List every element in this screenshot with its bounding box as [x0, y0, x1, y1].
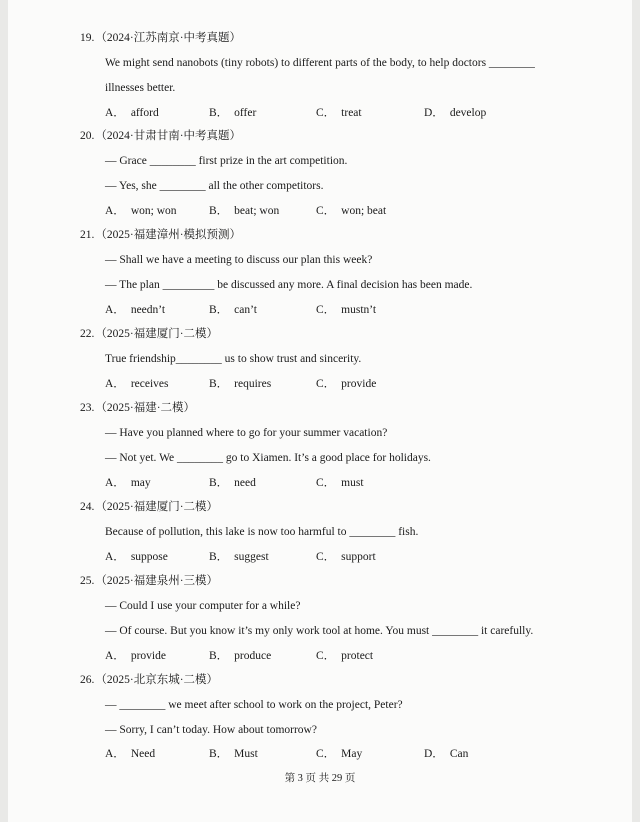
question-text: — The plan _________ be discussed any more. A final decision has been made. — [105, 279, 473, 291]
option-d: D． develop — [424, 107, 487, 119]
question-text: True friendship________ us to show trust and sincerity. — [105, 353, 362, 365]
question-number: 21. — [80, 229, 95, 241]
question-text: illnesses better. — [105, 82, 176, 94]
option-b: B． offer — [209, 107, 257, 119]
question-number: 25. — [80, 575, 95, 587]
option-b: B． produce — [209, 650, 272, 662]
option-a: A． Need — [105, 748, 156, 760]
question-header — [80, 129, 241, 143]
option-a: A． needn’t — [105, 304, 166, 316]
option-b: B． need — [209, 477, 256, 489]
option-b: B． suggest — [209, 551, 269, 563]
option-c: C． must — [316, 477, 364, 489]
question-number: 23. — [80, 402, 95, 414]
option-a: A． won; won — [105, 205, 177, 217]
question-text: — Yes, she ________ all the other competitors. — [105, 180, 324, 192]
option-c: C． mustn’t — [316, 304, 377, 316]
question-number: 24. — [80, 501, 95, 513]
question-text: — Grace ________ first prize in the art competition. — [105, 155, 348, 167]
option-a: A． provide — [105, 650, 166, 662]
question-number: 22. — [80, 328, 95, 340]
question-header — [80, 228, 241, 242]
option-a: A． afford — [105, 107, 159, 119]
question-source: （2024·江苏南京·中考真题） — [95, 32, 242, 44]
question-text: — ________ we meet after school to work on the project, Peter? — [105, 699, 403, 711]
page-footer: 第 3 页 共 29 页 — [284, 773, 356, 784]
question-number: 20. — [80, 130, 95, 142]
option-b: B． beat; won — [209, 205, 280, 217]
question-source: （2025·福建厦门·二模） — [95, 328, 219, 340]
question-number: 19. — [80, 32, 95, 44]
question-source: （2025·福建·二模） — [95, 402, 196, 414]
question-text: — Have you planned where to go for your summer vacation? — [105, 427, 388, 439]
question-text: Because of pollution, this lake is now too harmful to ________ fish. — [105, 526, 419, 538]
document-page — [8, 0, 632, 822]
option-b: B． Must — [209, 748, 258, 760]
option-c: C． May — [316, 748, 363, 760]
option-c: C． won; beat — [316, 205, 387, 217]
question-header — [80, 31, 241, 45]
question-text: We might send nanobots (tiny robots) to different parts of the body, to help doctors ________ — [105, 57, 535, 69]
question-header — [80, 327, 218, 341]
question-source: （2025·福建厦门·二模） — [95, 501, 219, 513]
option-a: A． receives — [105, 378, 169, 390]
question-text: — Could I use your computer for a while? — [105, 600, 301, 612]
option-a: A． may — [105, 477, 151, 489]
question-source: （2025·福建泉州·三模） — [95, 575, 219, 587]
option-c: C． treat — [316, 107, 362, 119]
option-b: B． can’t — [209, 304, 257, 316]
question-text: — Sorry, I can’t today. How about tomorrow? — [105, 724, 317, 736]
question-header — [80, 401, 195, 415]
question-header — [80, 673, 218, 687]
question-text: — Not yet. We ________ go to Xiamen. It’s a good place for holidays. — [105, 452, 431, 464]
question-source: （2024·甘肃甘南·中考真题） — [95, 130, 242, 142]
question-text: — Shall we have a meeting to discuss our plan this week? — [105, 254, 373, 266]
option-d: D． Can — [424, 748, 469, 760]
option-a: A． suppose — [105, 551, 168, 563]
option-b: B． requires — [209, 378, 272, 390]
question-header — [80, 500, 218, 514]
question-source: （2025·福建漳州·模拟预测） — [95, 229, 242, 241]
question-header — [80, 574, 218, 588]
question-number: 26. — [80, 674, 95, 686]
option-c: C． provide — [316, 378, 377, 390]
question-source: （2025·北京东城·二模） — [95, 674, 219, 686]
option-c: C． support — [316, 551, 376, 563]
question-text: — Of course. But you know it’s my only work tool at home. You must ________ it carefully. — [105, 625, 534, 637]
option-c: C． protect — [316, 650, 374, 662]
